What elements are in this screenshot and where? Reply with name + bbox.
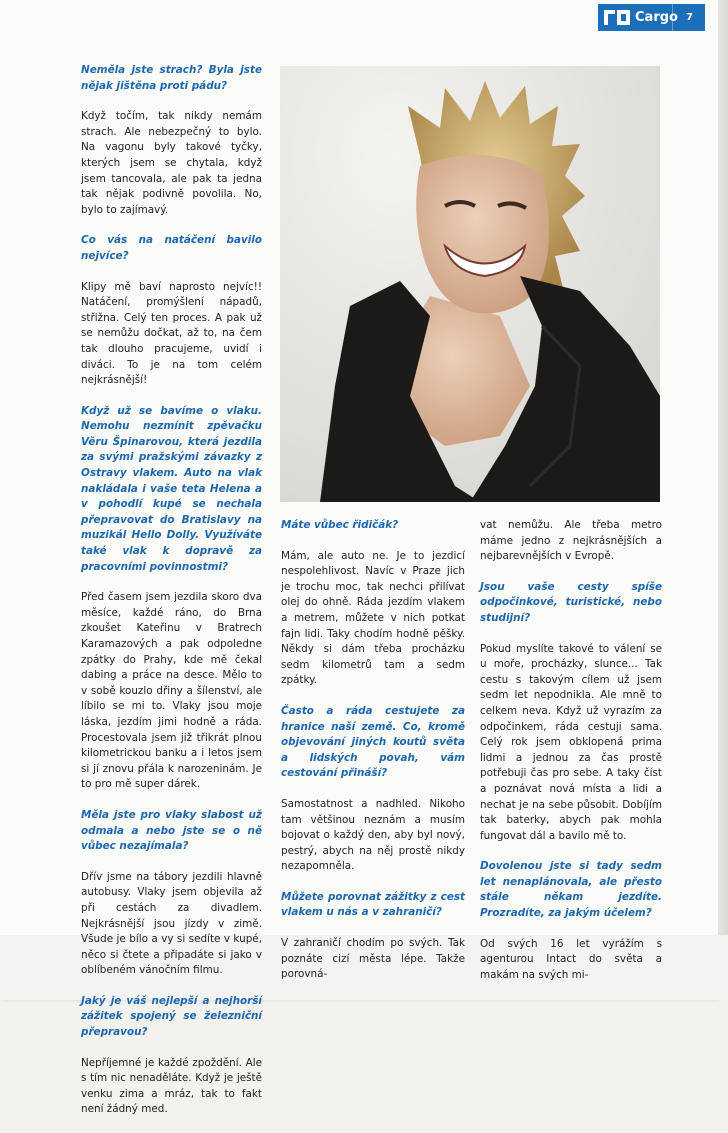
brand-name: Cargo	[635, 10, 678, 25]
question: Často a ráda cestujete za hranice naší země. Co, kromě objevování jiných koutů světa a lidských povah, vám cestování přináší?	[281, 704, 465, 780]
answer: Dřív jsme na tábory jezdili hlavně autobusy. Vlaky jsem objevila až při cestách za divadlem. Nejkrásnější jsou jízdy v zimě. Všude je bílo a vy si sedíte v kupé, něco si čtete a připadáte si jako v oblíbeném vánočním filmu.	[81, 870, 262, 977]
column-2	[281, 518, 465, 998]
question: Měla jste pro vlaky slabost už odmala a nebo jste se o ně vůbec nezajímala?	[81, 808, 262, 853]
portrait-photo-icon	[280, 66, 660, 502]
question: Můžete porovnat zážitky z cest vlakem u nás a v zahraničí?	[281, 890, 465, 919]
answer: Samostatnost a nadhled. Nikoho tam většinou neznám a musím bojovat o každý den, aby byl nový, pestrý, abych na něj prostě nikdy nezapomněla.	[281, 797, 465, 873]
question: Jaký je váš nejlepší a nejhorší zážitek spojený se železniční přepravou?	[81, 994, 262, 1039]
answer: Mám, ale auto ne. Je to jezdicí nespolehlivost. Navíc v Praze jich je trochu moc, tak nechci přilívat olej do ohně. Ráda jezdím vlakem a metrem, můžete v nich potkat fajn lidi. Taky chodím hodně pěšky. Někdy si dám třeba procházku sedm kilometrů tam a sedm zpátky.	[281, 549, 465, 687]
cd-cargo-logo-icon	[604, 10, 630, 25]
question: Co vás na natáčení bavilo nejvíce?	[81, 234, 262, 262]
answer: V zahraničí chodím po svých. Tak poznáte cizí města lépe. Takže porovná-	[281, 937, 465, 981]
answer: Nepříjemné je každé zpoždění. Ale s tím nic nenaděláte. Když je ještě venku zima a mráz, tak to fakt není žádný med.	[81, 1056, 262, 1116]
question: Jsou vaše cesty spíše odpočinkové, turistické, nebo studijní?	[480, 580, 662, 624]
portrait-photo	[280, 66, 660, 502]
question: Neměla jste strach? Byla jste nějak jištěna proti pádu?	[81, 64, 262, 92]
page-number: 7	[672, 4, 706, 31]
answer: Před časem jsem jezdila skoro dva měsíce, každé ráno, do Brna zkoušet Kateřinu v Bratrech Karamazových a pak odpoledne zpátky do Prahy, kde mě čekal dabing a práce na desce. Mělo to v sobě kouzlo dřiny a šílenství, ale líbilo se mi to. Vlaky jsou moje láska, jezdím jimi hodně a ráda. Procestovala jsem již třikrát plnou kilometrickou banku a i letos jsem si jí znovu přála k narozeninám. Je to pro mě super dárek.	[81, 591, 262, 791]
answer: Od svých 16 let vyrážím s agenturou Intact do světa a makám na svých mi-	[480, 937, 662, 981]
answer: Klipy mě baví naprosto nejvíc!! Natáčení, promýšlení nápadů, střižna. Celý ten proces. A pak už se nemůžu dočkat, až to, na čem tak dlouho pracujeme, uvidí i diváci. To je na tom celém nejkrásnější!	[81, 280, 262, 387]
answer: Pokud myslíte takové to válení se u moře, procházky, slunce... Tak cestu s takovým cílem už jsem sedm let nepodnikla. Ale mně to celkem neva. Když už vyrazím za odpočinkem, ráda cestuji sama. Celý rok jsem obklopená prima lidmi a jednou za čas prostě potřebuji čas pro sebe. A taky číst a poznávat nová místa a lidi a nechat je na sebe působit. Dobíjím tak baterky, abych pak mohla fungovat dál a bavilo mě to.	[480, 642, 662, 842]
question: Máte vůbec řidičák?	[281, 519, 399, 531]
page-edge	[718, 0, 728, 1000]
question: Dovolenou jste si tady sedm let nenaplánovala, ale přesto stále někam jezdíte. Prozradíte, za jakým účelem?	[480, 860, 662, 920]
question: Když už se bavíme o vlaku. Nemohu nezmínit zpěvačku Věru Špinarovou, která jezdila za svými pražskými závazky z Ostravy vlakem. Auto na vlak nakládala i vaše teta Helena a v pohodlí kupé se nechala přepravovat do Bratislavy na muzikál Hello Dolly. Využíváte také vlak k dopravě za pracovními povinnostmi?	[81, 404, 262, 573]
column-3	[480, 518, 662, 998]
column-1	[81, 63, 262, 1133]
answer-continued: vat nemůžu. Ale třeba metro máme jedno z nejkrásnějších a nejbarevnějších v Evropě.	[480, 519, 662, 563]
answer: Když točím, tak nikdy nemám strach. Ale nebezpečný to bylo. Na vagonu byly takové tyčky, kterých jsem se chytala, když jsem tancovala, ale pak ta jedna tak nějak podivně povolila. No, bylo to zajímavý.	[81, 110, 262, 216]
